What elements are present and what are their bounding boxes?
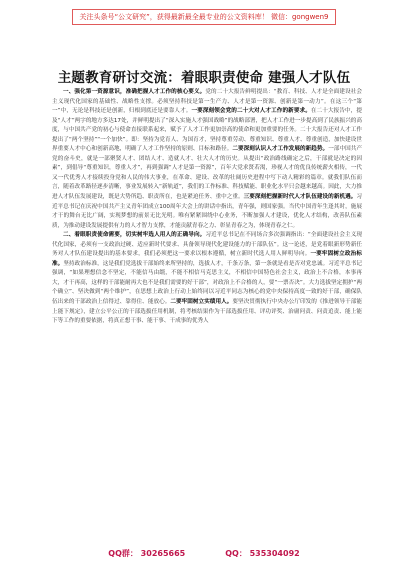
text-run: 在二十大报告中，提及“人才”两字的地方多达17处，并鲜明提出了“深入实施人才强国战略”的战略部署，把人才工作进一步提高到了民族振兴的高度，与中国共产党的初心与使命直接联系起来，赋予了人才工作更加崇高的使命和更加重要的任务。二十大报告还对人才工作提出了“两个坚持”“一个加快”。即：坚持为党育人、为国育才，坚持尊重劳动、尊重知识、尊重人才、尊重创造，加快建设世界重要人才中心和创新高地，明确了人才工作坚持的原则、目标和路径。: [52, 108, 362, 153]
contact-footer: [0, 548, 408, 559]
text-run: 要坚决贯彻执行中央办公厅印发的《推进领导干部能上能下规定》，建立公平公正的干部选拔任用机制，将考核结果作为干部选拔任用、评功评奖、治庸问责、问责追责、能上能下等工作的重要依据，将真正想干事、能干事、干成事的优秀人: [52, 299, 362, 325]
banner-text: 关注头条号“公文研究”，获得最新最全最专业的公文资料库！ 微信：gongwen9: [72, 9, 335, 25]
text-run: 习近平总书记在庆祝中国共产主义青年团成立100周年大会上的讲话中指出，青年强，则国家强。当代中国青年生逢其时，施展才干的舞台无比广阔，实现梦想的前景无比光明。唯有紧紧围绕中心业务，不断加强人才建设，优化人才结构，改善队伍素质，为推动建设发展提供有力的人才智力支撑，才能贡献青春之力、彰显青春之为，体现青春之仁。: [52, 194, 362, 229]
heading-run: 一要深刻领会党的二十大对人才工作的新要求。: [191, 108, 311, 115]
qq-number: QQ： 535304092: [225, 549, 300, 558]
paragraph: [52, 88, 362, 231]
text-run: 党的二十大报告鲜明提出：“教育、科技、人才是全面建设社会主义现代化国家的基础性、战略性支撑。必须坚持科技是第一生产力、人才是第一资源、创新是第一动力”。在这三个“第一”中，无论是科技还是创新，归根到底还是要靠人才。: [52, 89, 362, 115]
heading-run: 二要深刻认识人才工作发展的新趋势。: [232, 146, 329, 153]
text-run: 习近平总书记在不同场合多次强调指出：“全面建设社会主义现代化国家，必须有一支政治过硬、适应新时代要求、具备领导现代化建设能力的干部队伍”。这一论述，是党着眼新形势新任务对人才队伍建设提出的基本要求，我们必须把这一要求以根本遵循，树立新时代选人用人鲜明导向。: [52, 232, 362, 258]
text-run: 一部中国共产党的奋斗史，就是一部聚贤人才、团结人才、造就人才、壮大人才的历史。从提出“政治路线确定之后，干部就是决定的因素”，到倡导“尊重知识，尊重人才”，再到强调“人才是第一资源”，百年大党求贤若渴，珍视人才的优良传统薪火相传，一代又一代优秀人才接续投身党和人民的伟大事业，在革命、建设、改革的壮阔历史进程中写下动人精彩的篇章。就我们队伍而言，随着改革路径逐步清晰，事业发展转入“新轨道”，我们的工作标准、科技赋能、职业化水平只会越来越高。因此，大力推进人才队伍发展建设，既是大势所趋、职责所在，也是紧迫任务、重中之重。: [52, 146, 362, 201]
heading-run: 一、强化第一资源意识，准确把握人才工作的核心要义。: [63, 89, 206, 95]
text-run: 坚持政治标准，这是我们党选拔干部始终来所坚持的，选拔人才，千条万条，第一条就是看是否对党忠诚。习近平总书记强调，“如果理想信念不坚定，不能信马由缰，不能不相信马克思主义，不相信中国特色社会主义，政治上不合格，本事再大，才干再高，这样的干部能耐再大也不是我们需要的好干部”，对政治上不合格的人，要“一票否决”。大力选拔坚定拥护“两个确立”、坚决做到“两个维护”，在思想上政治上行动上始终同以习近平同志为核心的党中央保持高度一致的好干部，确保队伍出来的干部政治上信得过、靠得住、能放心。: [52, 260, 362, 306]
document-title: 主题教育研讨交流：着眼职责使命 建强人才队伍: [57, 70, 351, 86]
heading-run: 二、着眼职责使命需要，切实树牢选人用人的正确导向。: [63, 232, 206, 239]
paragraph: [52, 231, 362, 326]
heading-run: 二要牢固树立实绩用人。: [170, 299, 233, 306]
qq-group: QQ群： 30265665: [108, 549, 186, 558]
heading-run: 一要牢固树立政治标准。: [52, 251, 362, 267]
heading-run: 三要深刻把握新时代人才队伍建设的新机遇。: [243, 194, 357, 201]
document-body: [52, 88, 362, 327]
header-banner: [0, 0, 408, 34]
